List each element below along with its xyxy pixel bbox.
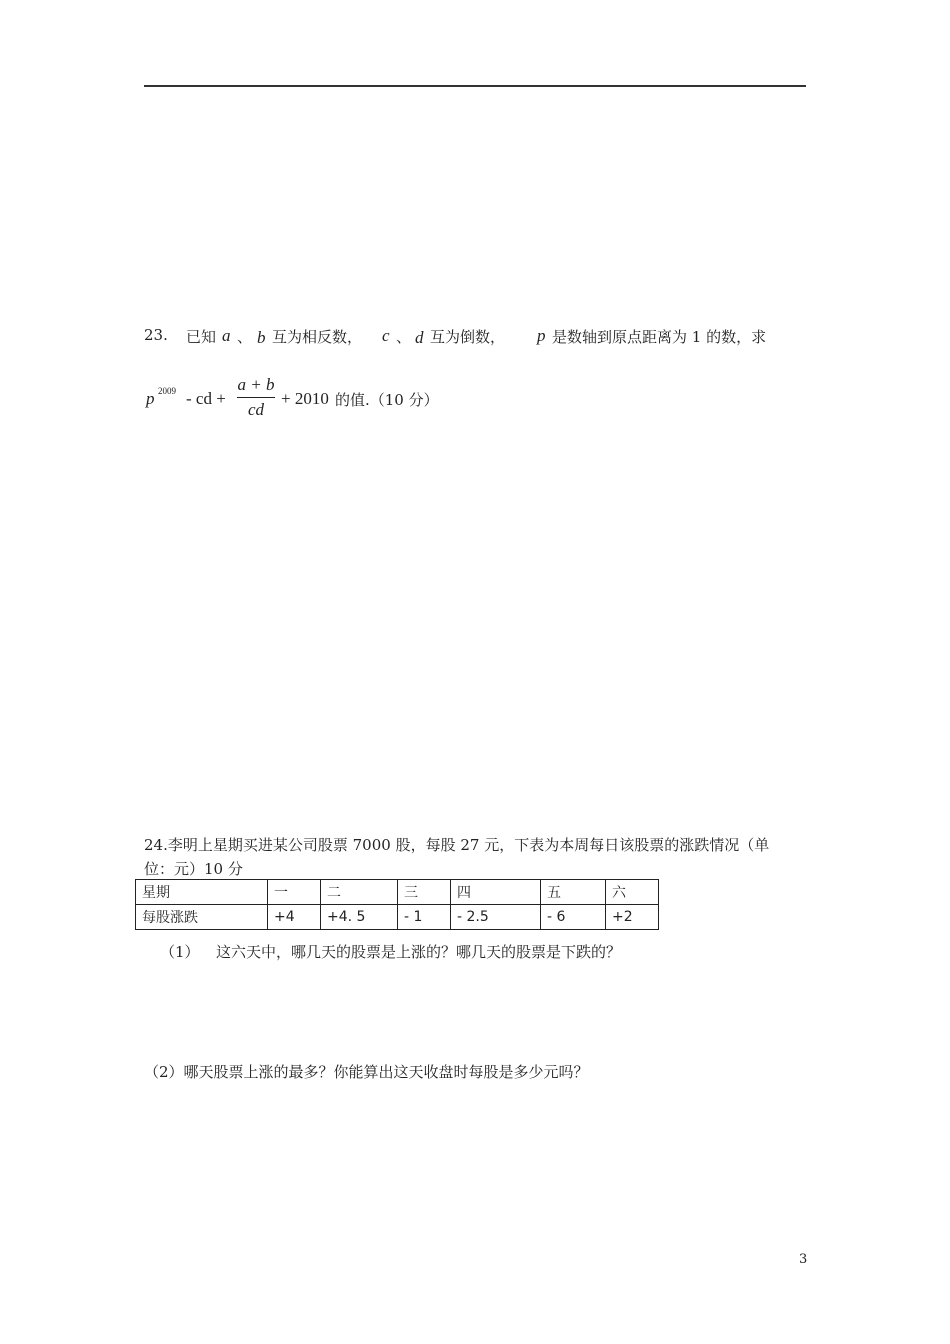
var-b: b	[257, 328, 266, 347]
sub-question-1-number: （1）	[160, 943, 200, 961]
table-cell: 每股涨跌	[136, 905, 268, 930]
expr-fraction	[237, 375, 275, 420]
stock-change-table	[135, 879, 659, 930]
table-cell: - 6	[541, 905, 606, 930]
q24-intro-line-2: 位：元）10 分	[144, 860, 243, 878]
fraction-bar	[237, 397, 275, 398]
question-number: 23.	[144, 326, 168, 344]
expr-minus-cd	[186, 389, 226, 409]
q23-text-1: 已知	[186, 328, 217, 346]
table-cell: +4	[268, 905, 321, 930]
table-cell: - 1	[398, 905, 451, 930]
table-cell: 三	[398, 880, 451, 905]
var-p: p	[537, 326, 546, 345]
q23-text-3: 互为倒数，	[430, 328, 506, 346]
expr-minus-cd-text: - cd +	[186, 389, 226, 408]
table-cell: 星期	[136, 880, 268, 905]
var-c: c	[382, 326, 390, 345]
table-cell: 四	[451, 880, 541, 905]
table-cell: 五	[541, 880, 606, 905]
table-cell: - 2.5	[451, 905, 541, 930]
q23-text-4: 是数轴到原点距离为 1 的数，求	[552, 328, 767, 346]
table-row	[136, 905, 659, 930]
expr-exponent: 2009	[158, 386, 176, 396]
q23-text-2: 互为相反数，	[272, 328, 363, 346]
sub-question-1-text: 这六天中，哪几天的股票是上涨的？哪几天的股票是下跌的？	[216, 943, 622, 961]
expr-base-p: p	[146, 389, 155, 408]
var-a: a	[222, 326, 231, 345]
var-d: d	[415, 328, 424, 347]
fraction-denominator: cd	[247, 400, 265, 419]
table-cell: 一	[268, 880, 321, 905]
table-cell: +2	[606, 905, 659, 930]
header-rule	[144, 85, 806, 87]
table-cell: 二	[321, 880, 398, 905]
q24-intro-line-1: 24.李明上星期买进某公司股票 7000 股，每股 27 元，下表为本周每日该股票的涨跌情况（单	[144, 836, 770, 854]
expr-tail: + 2010	[281, 389, 329, 408]
table-cell: +4. 5	[321, 905, 398, 930]
q23-sep-2: 、	[396, 328, 412, 346]
expr-suffix: 的值.（10 分）	[335, 391, 439, 409]
table-cell: 六	[606, 880, 659, 905]
fraction-numerator: a + b	[237, 375, 275, 394]
sub-question-2: （2）哪天股票上涨的最多？你能算出这天收盘时每股是多少元吗？	[144, 1063, 589, 1081]
page-number: 3	[799, 1252, 808, 1267]
table-header-row	[136, 880, 659, 905]
q23-sep-1: 、	[237, 328, 253, 346]
